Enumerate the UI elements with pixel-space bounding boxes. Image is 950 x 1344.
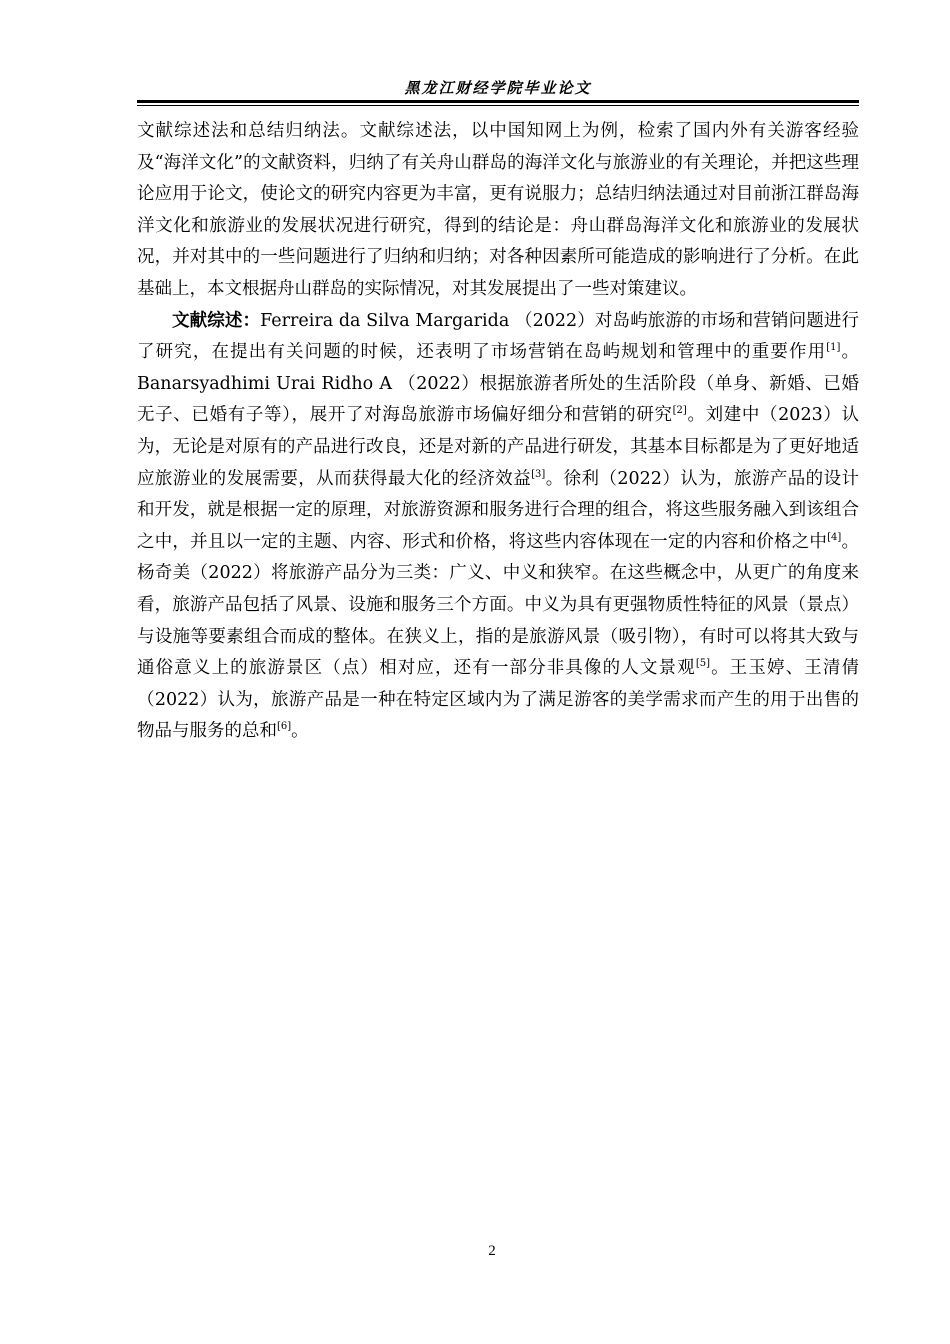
page-number: 2 <box>488 1243 496 1259</box>
citation-ref: [4] <box>827 531 842 543</box>
paragraph-literature-review <box>137 306 859 748</box>
body-text <box>137 116 859 748</box>
literature-review-heading: 文献综述： <box>172 310 261 331</box>
text-segment: Ferreira da Silva Margarida （2022）对岛屿旅游的市场和营销问题进行了研究，在提出有关问题的时候，还表明了市场营销在岛屿规划和管理中的重要作用 <box>137 310 860 363</box>
header-rule-thin <box>137 105 859 106</box>
citation-ref: [3] <box>531 468 546 480</box>
citation-ref: [5] <box>695 658 710 670</box>
text-segment: 。刘建中（2023）认为，无论是对原有的产品进行改良，还是对新的产品进行研发，其基本目标都是为了更好地适应旅游业的发展需要，从而获得最大化的经济效益 <box>137 405 859 489</box>
paragraph-methods: 文献综述法和总结归纳法。文献综述法，以中国知网上为例，检索了国内外有关游客经验及“海洋文化”的文献资料，归纳了有关舟山群岛的海洋文化与旅游业的有关理论，并把这些理论应用于论文，使论文的研究内容更为丰富，更有说服力；总结归纳法通过对目前浙江群岛海洋文化和旅游业的发展状况进行研究，得到的结论是：舟山群岛海洋文化和旅游业的发展状况，并对其中的一些问题进行了归纳和归纳；对各种因素所可能造成的影响进行了分析。在此基础上，本文根据舟山群岛的实际情况，对其发展提出了一些对策建议。 <box>137 121 859 299</box>
header-rule-thick <box>137 100 859 103</box>
citation-ref: [6] <box>277 721 292 733</box>
text-segment: 。Banarsyadhimi Urai Ridho A （2022）根据旅游者所处的生活阶段（单身、新婚、已婚无子、已婚有子等），展开了对海岛旅游市场偏好细分和营销的研究 <box>137 342 860 426</box>
text-segment: 。杨奇美（2022）将旅游产品分为三类：广义、中义和狭窄。在这些概念中，从更广的角度来看，旅游产品包括了风景、设施和服务三个方面。中义为具有更强物质性特征的风景（景点）与设施等要素组合而成的整体。在狭义上，指的是旅游风景（吸引物），有时可以将其大致与通俗意义上的旅游景区（点）相对应，还有一部分非具像的人文景观 <box>137 531 860 679</box>
citation-ref: [2] <box>672 405 687 417</box>
citation-ref: [1] <box>826 342 841 354</box>
text-segment: 。徐利（2022）认为，旅游产品的设计和开发，就是根据一定的原理，对旅游资源和服务进行合理的组合，将这些服务融入到该组合之中，并且以一定的主题、内容、形式和价格，将这些内容体现在一定的内容和价格之中 <box>137 468 859 552</box>
text-segment: 。王玉婷、王清倩（2022）认为，旅游产品是一种在特定区域内为了满足游客的美学需求而产生的用于出售的物品与服务的总和 <box>137 658 860 742</box>
page-header-title: 黑龙江财经学院毕业论文 <box>404 79 592 97</box>
text-segment: 。 <box>291 721 309 742</box>
